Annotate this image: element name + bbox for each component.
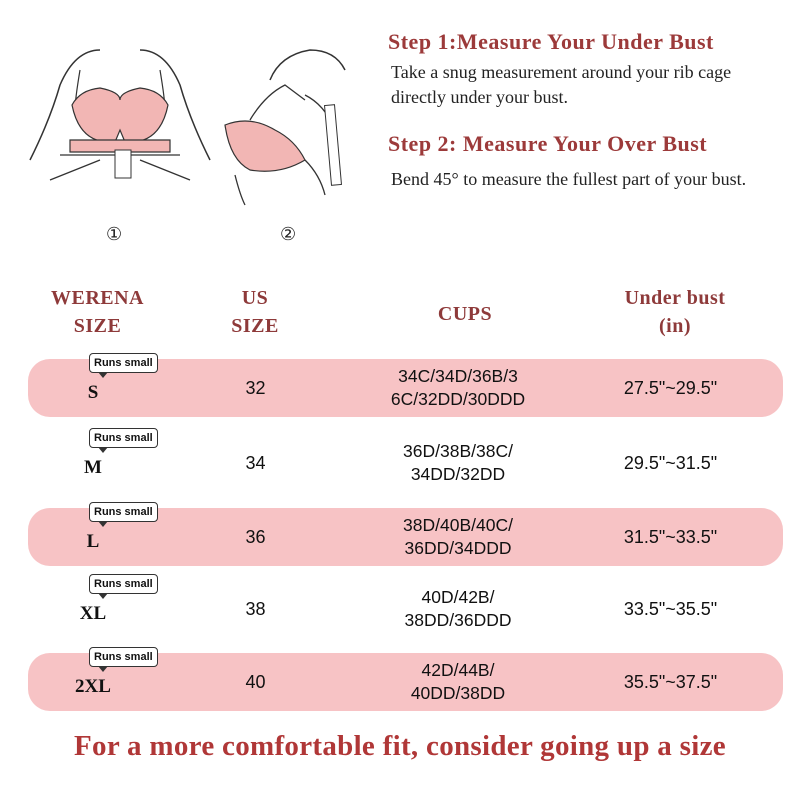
illustration-label-2: ② (280, 224, 297, 245)
cups-cell: 42D/44B/ 40DD/38DD (410, 660, 506, 703)
cups-cell: 36D/38B/38C/ 34DD/32DD (403, 441, 513, 484)
footer-tip: For a more comfortable fit, consider going up a size (74, 730, 726, 762)
table-row (28, 580, 783, 638)
runs-small-badge: Runs small (89, 574, 158, 594)
us-size-cell: 38 (245, 598, 266, 619)
under-bust-cell: 33.5"~35.5" (623, 598, 718, 619)
header-cups: CUPS (437, 303, 493, 325)
size-cell: 2XL (75, 676, 111, 697)
runs-small-badge: Runs small (89, 353, 158, 373)
header-werena-size: WERENA SIZE (50, 287, 144, 337)
under-bust-cell: 35.5"~37.5" (623, 671, 718, 692)
step-1-title: Step 1:Measure Your Under Bust (388, 29, 714, 54)
step-1-text: Take a snug measurement around your rib cage directly under your bust. (391, 62, 732, 107)
cups-cell: 38D/40B/40C/ 36DD/34DDD (403, 515, 513, 558)
runs-small-badge: Runs small (89, 428, 158, 448)
us-size-cell: 40 (245, 671, 266, 692)
table-row (28, 434, 783, 492)
cups-cell: 34C/34D/36B/3 6C/32DD/30DDD (390, 366, 526, 409)
illustration-label-1: ① (106, 224, 123, 245)
size-cell: XL (79, 603, 107, 624)
header-under-bust: Under bust (in) (624, 287, 726, 337)
under-bust-cell: 27.5"~29.5" (623, 377, 718, 398)
step-2-title: Step 2: Measure Your Over Bust (388, 131, 708, 156)
under-bust-cell: 31.5"~33.5" (623, 526, 718, 547)
size-cell: L (86, 531, 100, 552)
cups-cell: 40D/42B/ 38DD/36DDD (404, 587, 512, 630)
side-measure-illustration (210, 10, 370, 210)
header-us-size: US SIZE (231, 287, 279, 337)
us-size-cell: 36 (245, 526, 266, 547)
us-size-cell: 34 (245, 452, 266, 473)
size-cell: M (84, 457, 102, 478)
runs-small-badge: Runs small (89, 647, 158, 667)
table-row (28, 508, 783, 566)
step-2-text: Bend 45° to measure the fullest part of your bust. (391, 169, 747, 189)
front-measure-illustration (20, 10, 220, 210)
under-bust-cell: 29.5"~31.5" (623, 452, 718, 473)
table-row (28, 653, 783, 711)
size-cell: S (87, 382, 99, 403)
table-row (28, 359, 783, 417)
runs-small-badge: Runs small (89, 502, 158, 522)
us-size-cell: 32 (245, 377, 266, 398)
